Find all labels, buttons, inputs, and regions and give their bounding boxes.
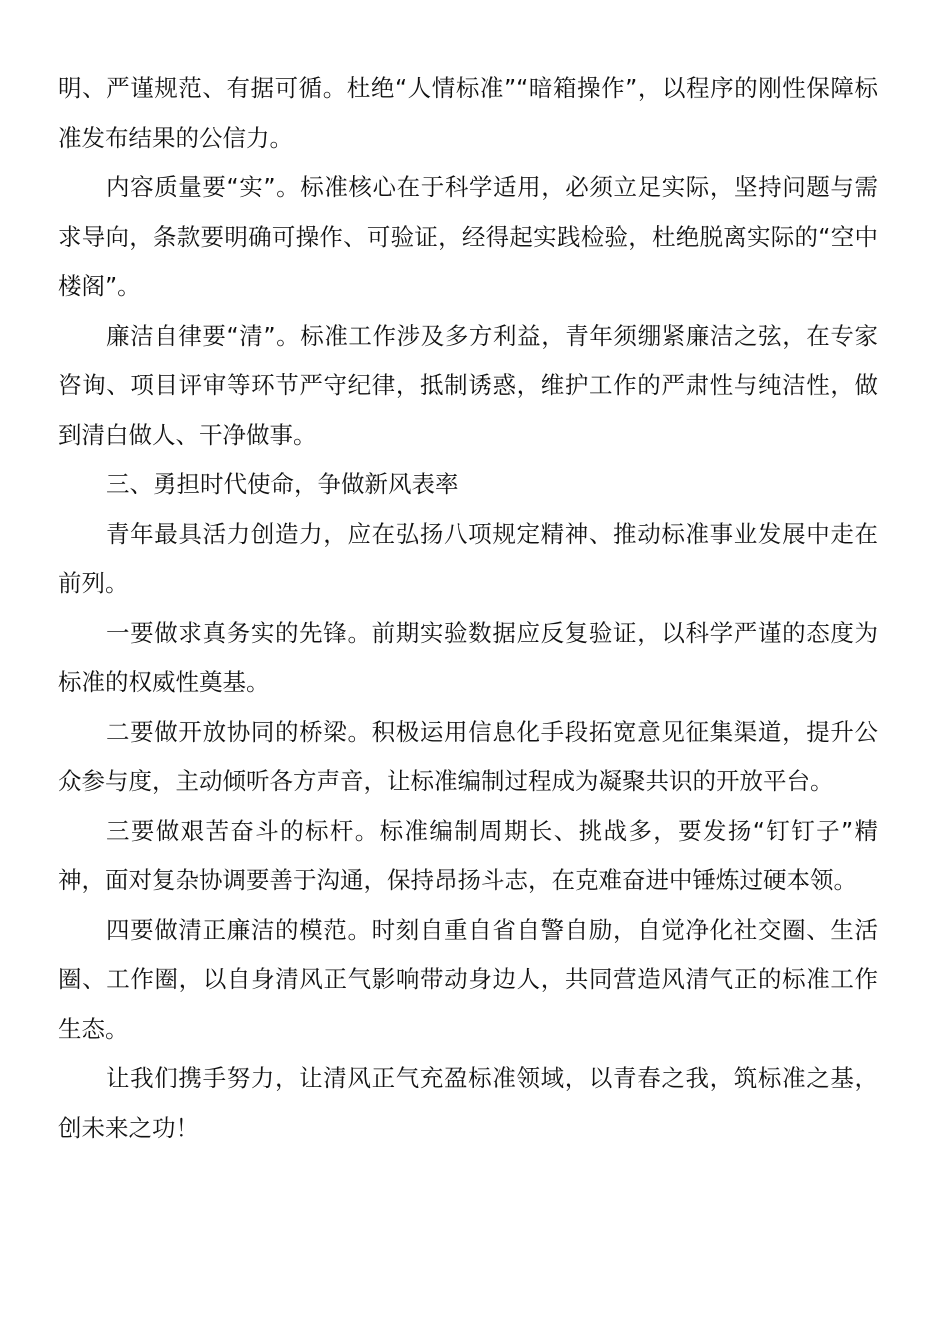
paragraph-point-1: 一要做求真务实的先锋。前期实验数据应反复验证，以科学严谨的态度为标准的权威性奠基。 [58, 618, 878, 696]
paragraph-content-quality: 内容质量要“实”。标准核心在于科学适用，必须立足实际，坚持问题与需求导向，条款要明确可操作、可验证，经得起实践检验，杜绝脱离实际的“空中楼阁”。 [58, 173, 878, 300]
paragraph-youth-intro: 青年最具活力创造力，应在弘扬八项规定精神、推动标准事业发展中走在前列。 [58, 519, 878, 597]
paragraph-point-3: 三要做艰苦奋斗的标杆。标准编制周期长、挑战多，要发扬“钉钉子”精神，面对复杂协调要善于沟通，保持昂扬斗志，在克难奋进中锤炼过硬本领。 [58, 816, 878, 894]
paragraph-point-4: 四要做清正廉洁的模范。时刻自重自省自警自励，自觉净化社交圈、生活圈、工作圈，以自身清风正气影响带动身边人，共同营造风清气正的标准工作生态。 [58, 915, 878, 1043]
document-body [58, 64, 878, 1153]
paragraph-closing: 让我们携手努力，让清风正气充盈标准领域，以青春之我，筑标准之基，创未来之功！ [58, 1064, 878, 1142]
paragraph-point-2: 二要做开放协同的桥梁。积极运用信息化手段拓宽意见征集渠道，提升公众参与度，主动倾听各方声音，让标准编制过程成为凝聚共识的开放平台。 [58, 717, 878, 795]
section-heading-3: 三、勇担时代使命，争做新风表率 [106, 470, 459, 498]
paragraph-integrity: 廉洁自律要“清”。标准工作涉及多方利益，青年须绷紧廉洁之弦，在专家咨询、项目评审等环节严守纪律，抵制诱惑，维护工作的严肃性与纯洁性，做到清白做人、干净做事。 [58, 321, 878, 449]
paragraph-continuation: 明、严谨规范、有据可循。杜绝“人情标准”“暗箱操作”，以程序的刚性保障标准发布结果的公信力。 [58, 74, 878, 152]
